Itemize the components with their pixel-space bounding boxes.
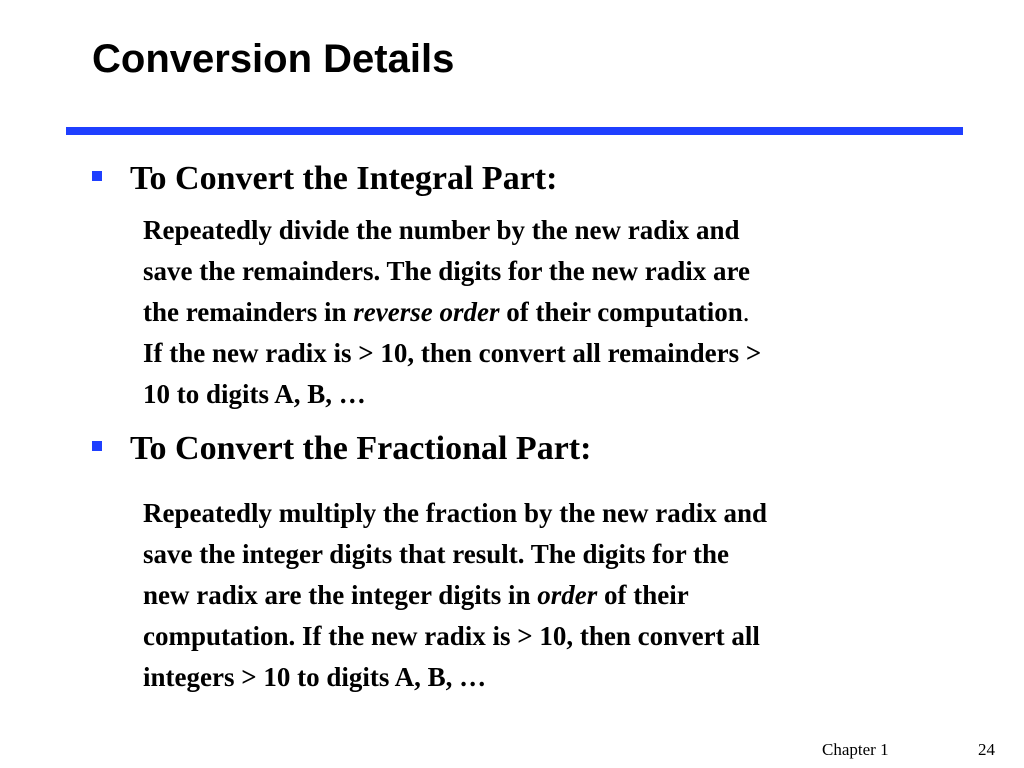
text-run: computation. If the new radix is > 10, then convert all [143,621,760,651]
bullet-heading: To Convert the Integral Part: [130,160,558,197]
text-run: save the remainders. The digits for the new radix are [143,256,750,286]
paragraph-line [143,575,943,616]
text-run: of their computation [499,297,743,327]
paragraph-line [143,616,943,657]
title-divider [66,127,963,135]
text-run: new radix are the integer digits in [143,580,538,610]
text-run: Repeatedly multiply the fraction by the new radix and [143,498,767,528]
paragraph-line [143,534,943,575]
text-run: If the new radix is > 10, then convert all remainders > [143,338,762,368]
slide-title: Conversion Details [92,37,455,81]
text-run: of their [597,580,689,610]
paragraph-line [143,374,943,415]
square-bullet-icon [92,171,102,181]
emphasis-text: reverse order [353,297,500,327]
text-run: integers > 10 to digits A, B, … [143,662,487,692]
paragraph-line [143,292,943,333]
integral-part-description [143,210,943,415]
footer-chapter: Chapter 1 [822,740,889,759]
paragraph-line [143,251,943,292]
bullet-heading: To Convert the Fractional Part: [130,430,592,467]
text-run: 10 to digits A, B, … [143,379,366,409]
paragraph-line [143,333,943,374]
text-run: Repeatedly divide the number by the new radix and [143,215,740,245]
paragraph-line [143,493,943,534]
text-run: the remainders in [143,297,354,327]
fractional-part-description [143,493,943,698]
text-run: save the integer digits that result. The digits for the [143,539,729,569]
text-run: . [742,297,750,327]
square-bullet-icon [92,441,102,451]
emphasis-text: order [537,580,598,610]
footer-page-number: 24 [978,740,995,759]
paragraph-line [143,210,943,251]
paragraph-line [143,657,943,698]
